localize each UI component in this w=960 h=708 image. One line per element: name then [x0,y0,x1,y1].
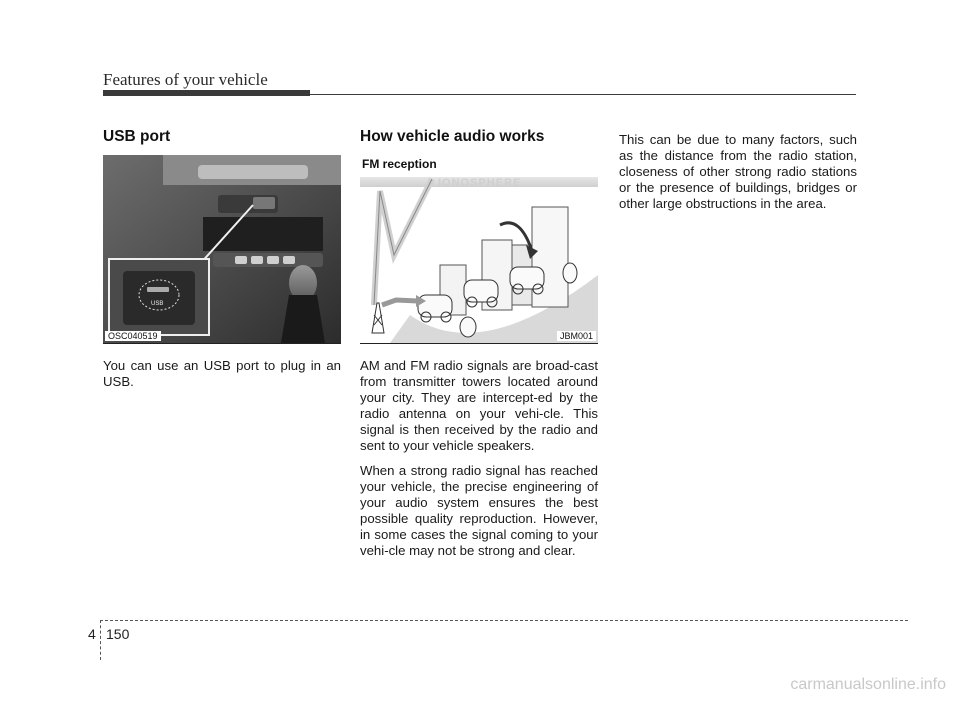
page-header-title: Features of your vehicle [103,70,268,89]
audio-paragraph-2: When a strong radio signal has reached your vehicle, the precise engineering of your audio system ensures the best possible quality reproduction. However, in some cases the signal coming to your vehi-cle may not be strong and clear. [360,463,598,558]
footer-rule [100,620,908,621]
usb-heading: USB port [103,128,171,145]
fm-reception-figure [360,155,598,344]
audio-heading: How vehicle audio works [360,128,545,145]
audio-section [360,128,598,568]
chapter-number: 4 [88,626,96,642]
usb-console-illustration [103,155,341,343]
ionosphere-label: IONOSPHERE [438,177,522,189]
usb-section [103,128,341,399]
footer-vertical-rule [100,620,101,660]
audio-continued-text: This can be due to many factors, such as the distance from the radio station, closeness of other strong radio stations or the presence of buildings, bridges or other large obstructions in the area. [619,132,857,211]
header-rule-thin [310,94,856,95]
fm-reception-illustration [360,155,598,343]
page-number: 150 [106,626,130,642]
fm-reception-caption: FM reception [362,157,437,171]
usb-figure-code: OSC040519 [105,331,161,341]
usb-body-text: You can use an USB port to plug in an USB. [103,358,341,389]
usb-figure [103,155,341,344]
usb-port-label: USB [151,301,164,307]
fm-figure-code: JBM001 [557,331,596,341]
header-rule-thick [103,90,310,96]
audio-paragraph-1: AM and FM radio signals are broad-cast from transmitter towers located around your city. They are intercept-ed by the radio antenna on your vehi-cle. This signal is then received by the radio and sent to your vehicle speakers. [360,358,598,453]
watermark: carmanualsonline.info [790,676,946,693]
audio-continued-section [619,128,857,221]
